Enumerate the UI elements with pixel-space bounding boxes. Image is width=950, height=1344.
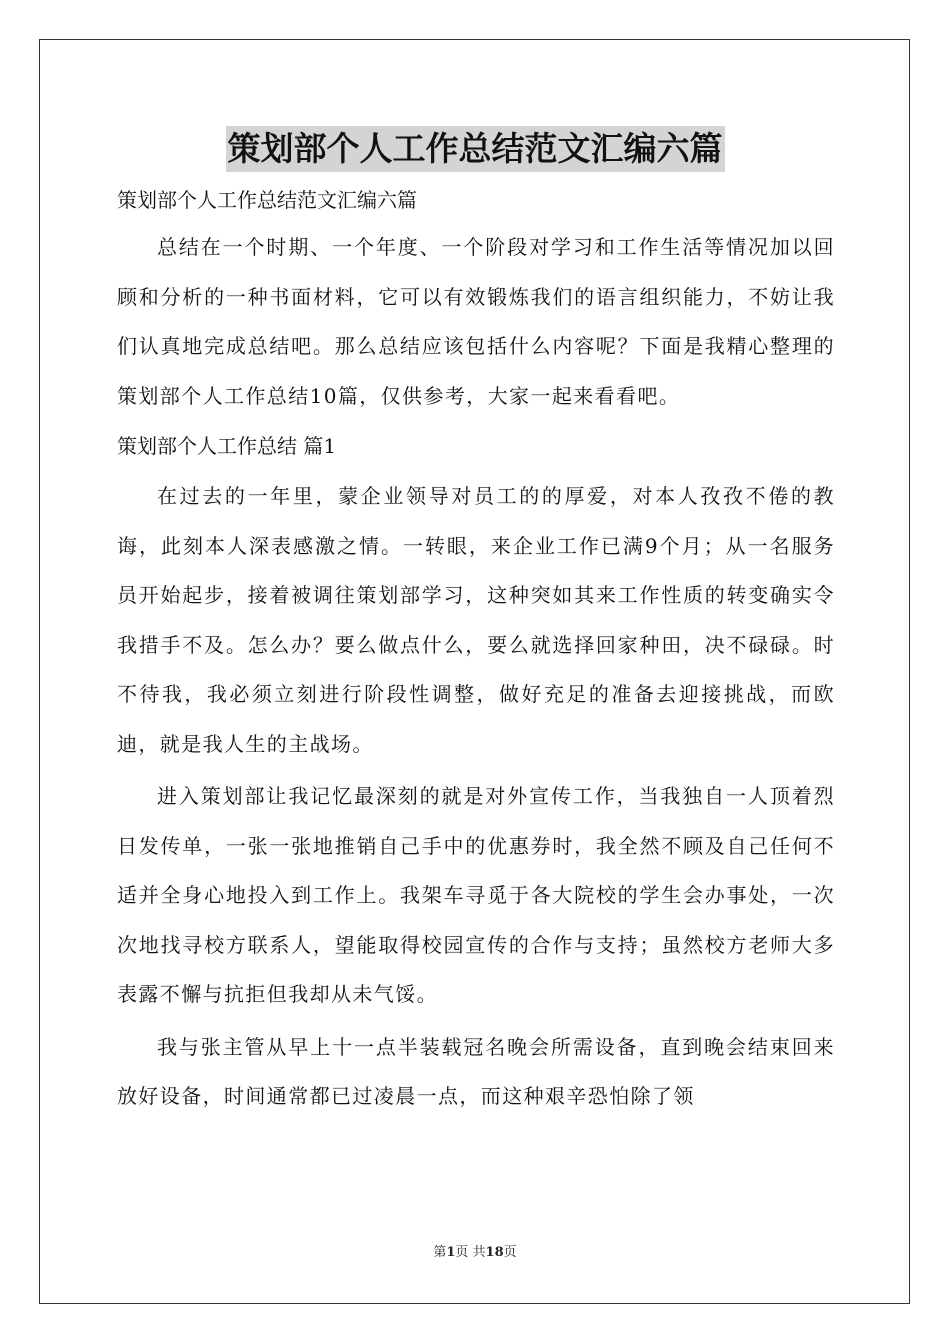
footer-page-current: 1 (446, 1245, 456, 1260)
section-heading: 策划部个人工作总结 篇1 (117, 434, 337, 458)
body-paragraph-3: 我与张主管从早上十一点半装载冠名晚会所需设备，直到晚会结束回来放好设备，时间通常都已过凌晨一点，而这种艰辛恐怕除了领 (117, 1034, 835, 1108)
page-footer (0, 1244, 950, 1262)
body-paragraph-2: 进入策划部让我记忆最深刻的就是对外宣传工作，当我独自一人顶着烈日发传单，一张一张地推销自己手中的优惠券时，我全然不顾及自己任何不适并全身心地投入到工作上。我架车寻觅于各大院校的学生会办事处，一次次地找寻校方联系人，望能取得校园宣传的合作与支持；虽然校方老师大多表露不懈与抗拒但我却从未气馁。 (117, 784, 835, 1006)
intro-paragraph: 总结在一个时期、一个年度、一个阶段对学习和工作生活等情况加以回顾和分析的一种书面材料，它可以有效锻炼我们的语言组织能力，不妨让我们认真地完成总结吧。那么总结应该包括什么内容呢？下面是我精心整理的策划部个人工作总结10篇，仅供参考，大家一起来看看吧。 (117, 235, 835, 408)
body-paragraph-1: 在过去的一年里，蒙企业领导对员工的的厚爱，对本人孜孜不倦的教诲，此刻本人深表感激之情。一转眼，来企业工作已满9个月；从一名服务员开始起步，接着被调往策划部学习，这种突如其来工作性质的转变确实令我措手不及。怎么办？要么做点什么，要么就选择回家种田，决不碌碌。时不待我，我必须立刻进行阶段性调整，做好充足的准备去迎接挑战，而欧迪，就是我人生的主战场。 (117, 484, 835, 756)
footer-page-suffix: 页 (503, 1245, 517, 1260)
document-title: 策划部个人工作总结范文汇编六篇 (226, 126, 725, 172)
footer-page-prefix: 第 (433, 1245, 447, 1260)
title-block (0, 126, 950, 172)
document-body (117, 178, 835, 1122)
document-subtitle: 策划部个人工作总结范文汇编六篇 (117, 188, 417, 212)
footer-page-mid: 页 共 (455, 1245, 486, 1260)
footer-page-total: 18 (485, 1245, 504, 1260)
